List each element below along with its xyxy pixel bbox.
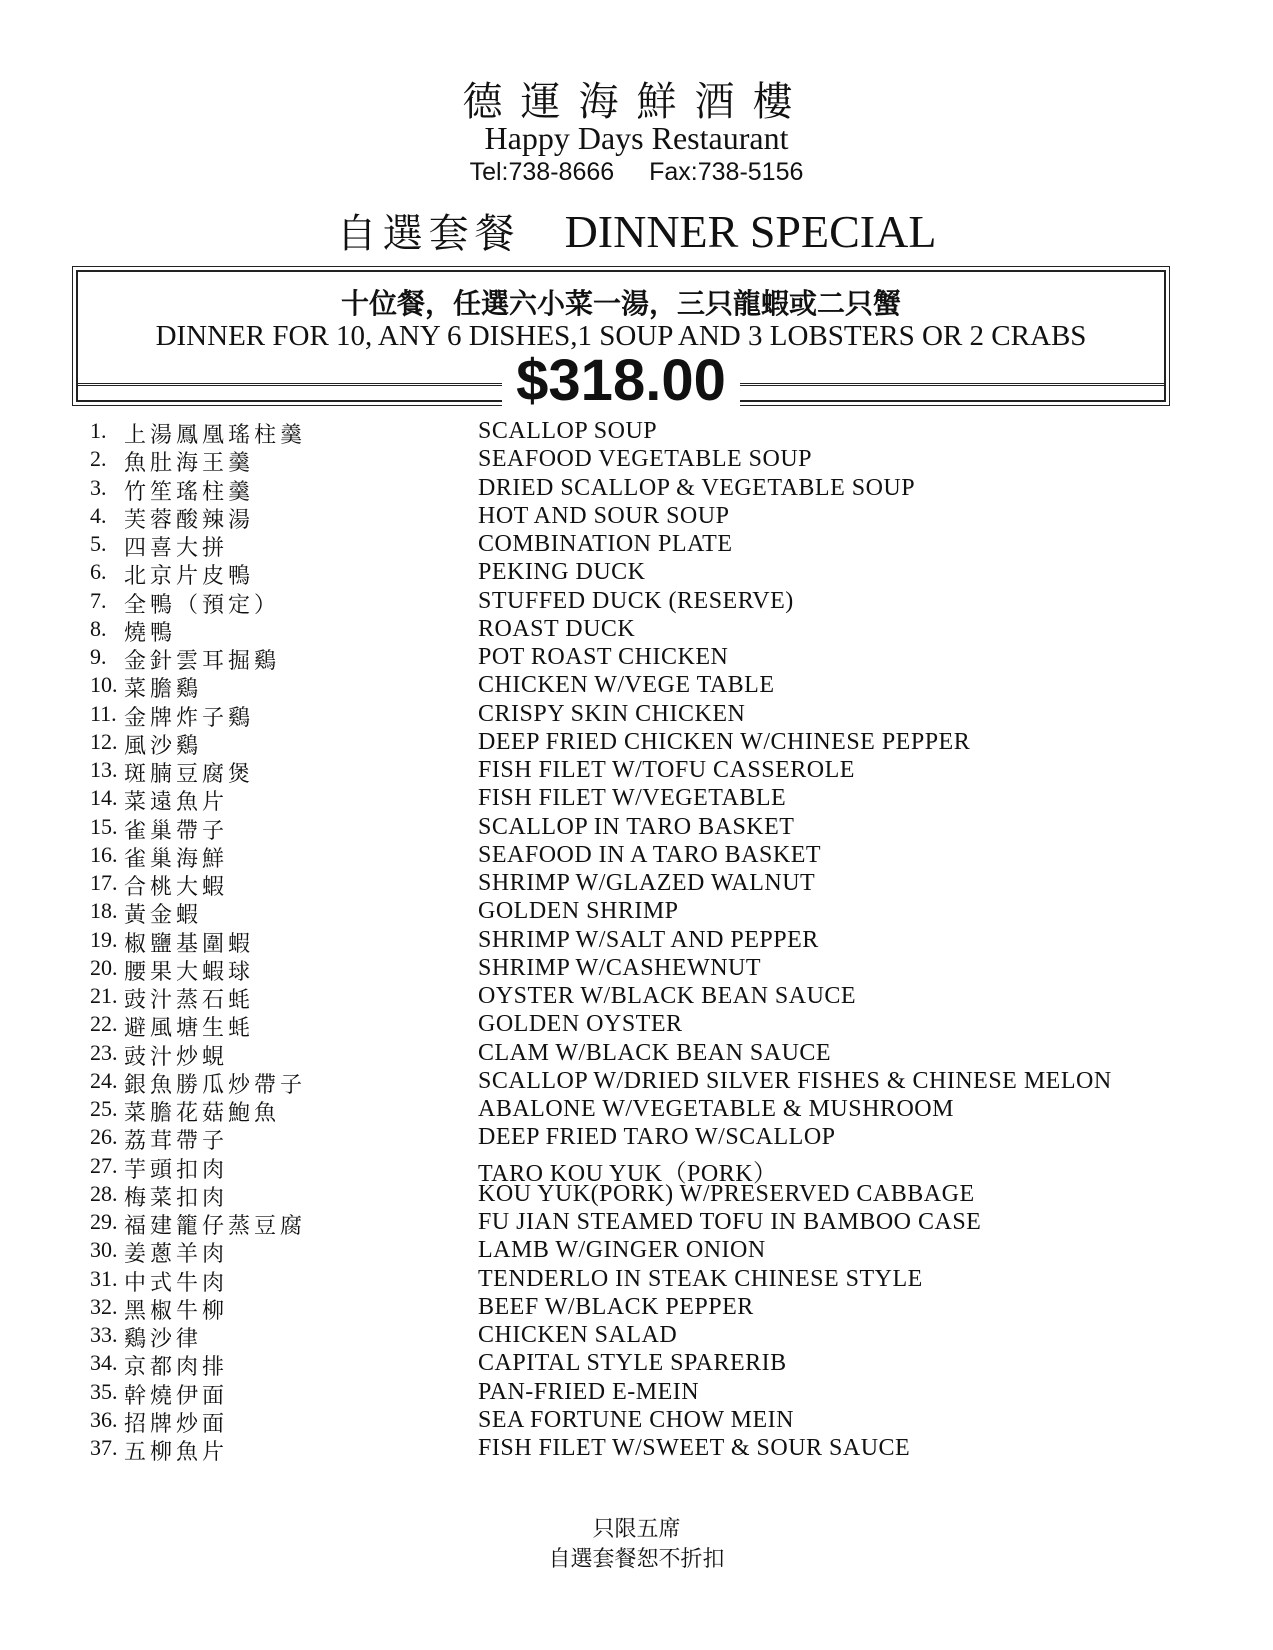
menu-item-chinese: 雀巢帶子 [124,818,229,844]
menu-item [90,870,1210,898]
menu-item-chinese: 竹笙瑤柱羹 [124,479,255,505]
menu-item-english: OYSTER W/BLACK BEAN SAUCE [478,983,857,1009]
menu-item-number: 33. [90,1322,118,1347]
menu-item [90,701,1210,729]
menu-item [90,1124,1210,1155]
menu-item-english: CHICKEN SALAD [478,1322,678,1348]
menu-item-chinese: 芋頭扣肉 [124,1157,229,1183]
menu-item-english: SCALLOP SOUP [478,418,658,444]
menu-item-chinese: 梅菜扣肉 [124,1185,229,1211]
menu-item-english: CHICKEN W/VEGE TABLE [478,672,775,699]
menu-item-number: 19. [90,926,118,952]
menu-item-number: 30. [90,1237,118,1263]
menu-item [90,503,1210,531]
menu-item-chinese: 雀巢海鮮 [124,846,229,872]
menu-item [90,927,1210,955]
menu-item-number: 18. [90,898,118,924]
menu-item-chinese: 燒鴨 [124,620,177,646]
menu-item-chinese: 避風塘生蚝 [124,1016,255,1042]
menu-item [90,1379,1210,1407]
menu-item-english: BEEF W/BLACK PEPPER [478,1293,754,1320]
menu-item-chinese: 全鴨（預定） [124,592,281,618]
menu-item-english: FU JIAN STEAMED TOFU IN BAMBOO CASE [478,1209,982,1235]
menu-item-chinese: 豉汁炒蜆 [124,1044,229,1070]
menu-item-chinese: 芙蓉酸辣湯 [124,507,255,533]
menu-item-number: 7. [90,587,107,613]
menu-item-english: CAPITAL STYLE SPARERIB [478,1350,787,1377]
menu-item [90,1294,1210,1322]
menu-item-chinese: 上湯鳳凰瑤柱羹 [124,423,307,448]
menu-item-english: ABALONE W/VEGETABLE & MUSHROOM [478,1096,954,1122]
menu-item-english: KOU YUK(PORK) W/PRESERVED CABBAGE [478,1180,975,1207]
menu-item-english: CLAM W/BLACK BEAN SAUCE [478,1039,832,1066]
menu-item-chinese: 荔茸帶子 [124,1129,229,1155]
menu-item [90,842,1210,870]
menu-item-number: 13. [90,757,118,782]
menu-item-english: HOT AND SOUR SOUP [478,502,730,529]
menu-item-number: 20. [90,954,118,980]
menu-item-english: DEEP FRIED CHICKEN W/CHINESE PEPPER [478,728,971,755]
menu-item-chinese: 京都肉排 [124,1355,229,1381]
menu-item-number: 8. [90,615,107,641]
menu-item-number: 14. [90,785,118,811]
menu-item-number: 25. [90,1096,118,1121]
menu-item-chinese: 魚肚海王羹 [124,451,255,477]
menu-item-number: 11. [90,700,117,726]
menu-item-chinese: 斑腩豆腐煲 [124,762,255,787]
menu-title-chinese: 自選套餐 [336,211,521,257]
menu-item [90,1266,1210,1294]
menu-item-chinese: 姜蔥羊肉 [124,1242,229,1268]
menu-item [90,729,1210,757]
menu-item-english: POT ROAST CHICKEN [478,644,729,670]
menu-title-english: DINNER SPECIAL [564,206,937,257]
menu-item-chinese: 黃金蝦 [124,903,203,929]
menu-item-english: TARO KOU YUK（PORK） [478,1160,778,1187]
menu-item-chinese: 銀魚勝瓜炒帶子 [124,1072,307,1098]
menu-item-english: SCALLOP W/DRIED SILVER FISHES & CHINESE MELON [478,1067,1112,1094]
menu-item-chinese: 菜膽鷄 [124,677,203,703]
menu-item [90,757,1210,785]
menu-item-english: SEAFOOD IN A TARO BASKET [478,841,822,868]
menu-item [90,1350,1210,1381]
menu-item-english: SHRIMP W/GLAZED WALNUT [478,870,816,896]
menu-item-number: 5. [90,531,107,556]
menu-item-number: 2. [90,446,107,472]
menu-item-english: FISH FILET W/VEGETABLE [478,785,787,812]
menu-item-english: PEKING DUCK [478,559,646,586]
menu-item-number: 29. [90,1209,118,1234]
menu-item [90,418,1210,446]
menu-item-english: SCALLOP IN TARO BASKET [478,813,795,840]
menu-item [90,983,1210,1011]
menu-item-chinese: 菜膽花菇鮑魚 [124,1101,281,1126]
menu-item-number: 23. [90,1039,118,1065]
menu-item [90,1096,1210,1124]
menu-item-english: DEEP FRIED TARO W/SCALLOP [478,1124,836,1151]
menu-item-chinese: 豉汁蒸石蚝 [124,988,255,1013]
menu-item-number: 1. [90,418,107,443]
menu-item [90,1011,1210,1042]
menu-item-english: GOLDEN SHRIMP [478,898,679,925]
menu-item [90,1322,1210,1350]
menu-item-number: 27. [90,1152,118,1178]
menu-item-number: 37. [90,1435,118,1460]
menu-item-number: 21. [90,983,118,1008]
menu-item [90,1068,1210,1096]
menu-item-chinese: 招牌炒面 [124,1411,229,1437]
menu-item-chinese: 金針雲耳掘鷄 [124,649,281,674]
menu-item-chinese: 黑椒牛柳 [124,1298,229,1324]
menu-item-english: DRIED SCALLOP & VEGETABLE SOUP [478,474,916,501]
menu-item [90,1209,1210,1237]
menu-item-chinese: 四喜大拼 [124,536,229,561]
menu-item-number: 24. [90,1067,118,1093]
menu-item-chinese: 幹燒伊面 [124,1383,229,1409]
restaurant-name-english: Happy Days Restaurant [484,120,789,156]
menu-item [90,785,1210,816]
menu-item-english: ROAST DUCK [478,615,636,642]
menu-item-english: SEAFOOD VEGETABLE SOUP [478,446,812,473]
menu-item-number: 10. [90,672,118,698]
menu-item-number: 32. [90,1293,118,1319]
menu-item-number: 12. [90,728,118,754]
menu-item [90,672,1210,703]
deal-description-english: DINNER FOR 10, ANY 6 DISHES,1 SOUP AND 3 LOBSTERS OR 2 CRABS [155,320,1087,352]
footer-note-limit: 只限五席 [592,1517,681,1542]
menu-item-number: 31. [90,1265,118,1291]
menu-title [0,202,1273,259]
menu-item [90,1040,1210,1068]
footer-note-no-discount: 自選套餐恕不折扣 [548,1547,725,1572]
menu-item-english: TENDERLO IN STEAK CHINESE STYLE [478,1265,923,1292]
menu-item-number: 16. [90,841,118,867]
menu-item-number: 35. [90,1378,118,1404]
menu-item-chinese: 五柳魚片 [124,1440,229,1465]
menu-item [90,955,1210,983]
menu-item-number: 15. [90,813,118,839]
restaurant-name-chinese: 德運海鮮酒樓 [462,79,811,125]
menu-item-chinese: 鷄沙律 [124,1327,203,1352]
menu-item-english: STUFFED DUCK (RESERVE) [478,587,794,614]
menu-item [90,1435,1210,1463]
menu-item-english: COMBINATION PLATE [478,531,733,557]
menu-item [90,898,1210,929]
menu-item-chinese: 菜遠魚片 [124,790,229,816]
menu-item [90,588,1210,616]
menu-item-chinese: 中式牛肉 [124,1270,229,1296]
menu-item [90,1407,1210,1435]
menu-item [90,446,1210,477]
menu-item-english: SHRIMP W/CASHEWNUT [478,954,762,981]
deal-box [76,270,1166,413]
menu-item [90,616,1210,644]
menu-item-english: FISH FILET W/SWEET & SOUR SAUCE [478,1435,911,1461]
menu-item-number: 22. [90,1011,118,1037]
menu-item-number: 4. [90,502,107,528]
menu-item-english: LAMB W/GINGER ONION [478,1237,766,1264]
menu-item-number: 17. [90,870,118,895]
menu-item-number: 36. [90,1406,118,1432]
menu-item-chinese: 風沙鷄 [124,733,203,759]
menu-item [90,814,1210,842]
menu-item-chinese: 金牌炸子鷄 [124,705,255,731]
menu-item [90,644,1210,672]
menu-item-number: 9. [90,644,107,669]
contact-info [0,158,1273,187]
menu-item-english: FISH FILET W/TOFU CASSEROLE [478,757,855,783]
menu-item [90,1152,1210,1187]
deal-price: $318.00 [502,352,740,410]
menu-item [90,531,1210,559]
menu-item-chinese: 腰果大蝦球 [124,959,255,985]
menu-item-chinese: 椒鹽基圍蝦 [124,931,255,957]
deal-description-chinese: 十位餐，任選六小菜一湯，三只龍蝦或二只蟹 [340,287,901,320]
menu-item-number: 6. [90,559,107,585]
menu-item-english: SEA FORTUNE CHOW MEIN [478,1406,794,1433]
fax: Fax:738-5156 [649,158,804,186]
menu-item [90,475,1210,503]
menu-item-number: 3. [90,474,107,500]
menu-item-chinese: 合桃大蝦 [124,875,229,900]
menu-item-number: 34. [90,1350,118,1376]
telephone: Tel:738-8666 [469,158,615,186]
menu-item [90,1181,1210,1209]
menu-item-number: 26. [90,1124,118,1150]
menu-item-english: SHRIMP W/SALT AND PEPPER [478,926,819,953]
menu-item-english: CRISPY SKIN CHICKEN [478,700,746,727]
menu-item-english: GOLDEN OYSTER [478,1011,683,1038]
menu-item-chinese: 福建籠仔蒸豆腐 [124,1214,307,1239]
menu-item [90,1237,1210,1268]
menu-item [90,559,1210,590]
menu-item-chinese: 北京片皮鴨 [124,564,255,590]
menu-item-english: PAN-FRIED E-MEIN [478,1378,700,1405]
menu-item-number: 28. [90,1180,118,1206]
